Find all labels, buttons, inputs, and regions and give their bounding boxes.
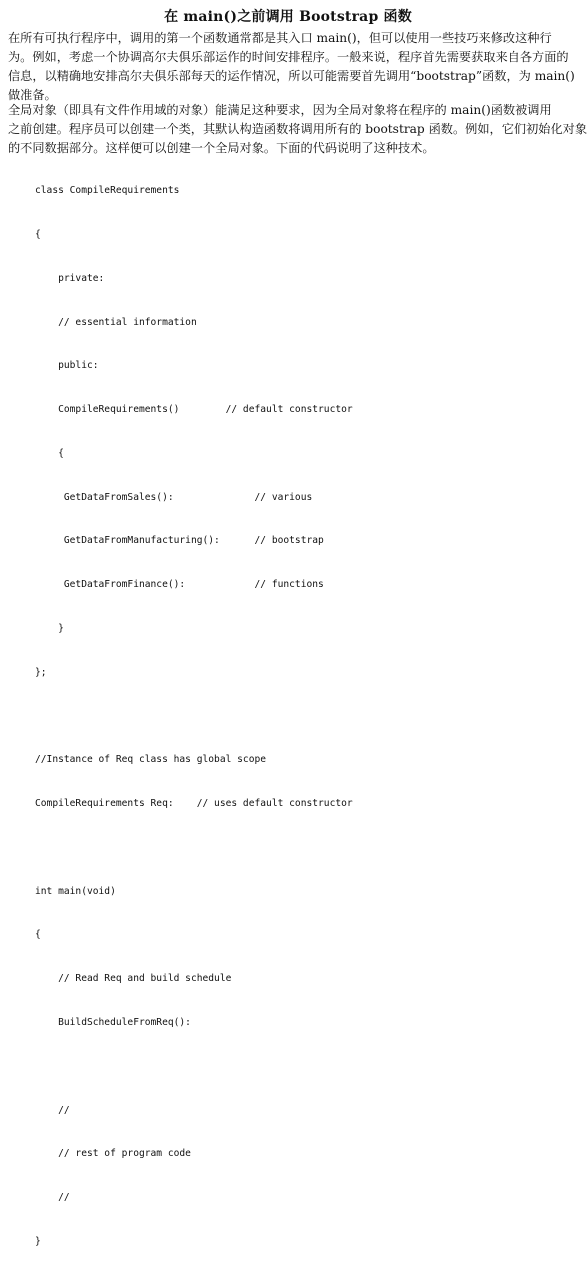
code-line: // (35, 1192, 70, 1204)
code-line: { (35, 929, 41, 941)
code-line: // Read Req and build schedule (35, 973, 232, 985)
code-line: { (35, 228, 41, 240)
text-line: 信息，以精确地安排高尔夫俱乐部每天的运作情况，所以可能需要首先调用“bootstrap”函数，为 main() (8, 69, 575, 83)
code-line: int main(void) (35, 885, 116, 897)
text-line: 为。例如，考虑一个协调高尔夫俱乐部运作的时间安排程序。一般来说，程序首先需要获取来自各方面的 (8, 50, 569, 64)
code-line: } (35, 1235, 41, 1247)
code-line: } (35, 623, 64, 634)
code-line (35, 1060, 565, 1075)
code-line: class CompileRequirements (35, 185, 180, 197)
code-line: GetDataFromFinance(): // functions (35, 579, 324, 591)
code-line: //Instance of Req class has global scope (35, 754, 267, 766)
paragraph-global-objects (8, 101, 587, 158)
code-line (35, 841, 565, 856)
code-line: GetDataFromSales(): // various (35, 491, 313, 503)
code-line: CompileRequirements Req: // uses default constructor (35, 798, 353, 810)
page-title: 在 main()之前调用 Bootstrap 函数 (164, 9, 412, 25)
code-line: public: (35, 360, 99, 372)
text-line: 全局对象（即具有文件作用域的对象）能满足这种要求，因为全局对象将在程序的 main()函数被调用 (8, 103, 552, 117)
code-line: private: (35, 272, 105, 284)
code-line: CompileRequirements() // default constructor (35, 404, 353, 416)
text-line: 的不同数据部分。这样便可以创建一个全局对象。下面的代码说明了这种技术。 (8, 141, 435, 155)
code-line (35, 710, 565, 725)
code-line: // rest of program code (35, 1148, 191, 1160)
text-line: 在所有可执行程序中，调用的第一个函数通常都是其入口 main()，但可以使用一些技巧来修改这种行 (8, 31, 552, 45)
code-line: // essential information (35, 316, 197, 328)
code-line: GetDataFromManufacturing(): // bootstrap (35, 535, 324, 547)
paragraph-intro (8, 29, 575, 105)
code-line: { (35, 447, 64, 459)
code-line: // (35, 1104, 70, 1116)
code-listing (35, 155, 565, 1279)
code-line: BuildScheduleFromReq(): (35, 1017, 191, 1029)
text-line: 之前创建。程序员可以创建一个类，其默认构造函数将调用所有的 bootstrap 函数。例如，它们初始化对象 (8, 122, 587, 136)
text-line: 做准备。 (8, 88, 57, 102)
code-line: }; (35, 666, 47, 678)
